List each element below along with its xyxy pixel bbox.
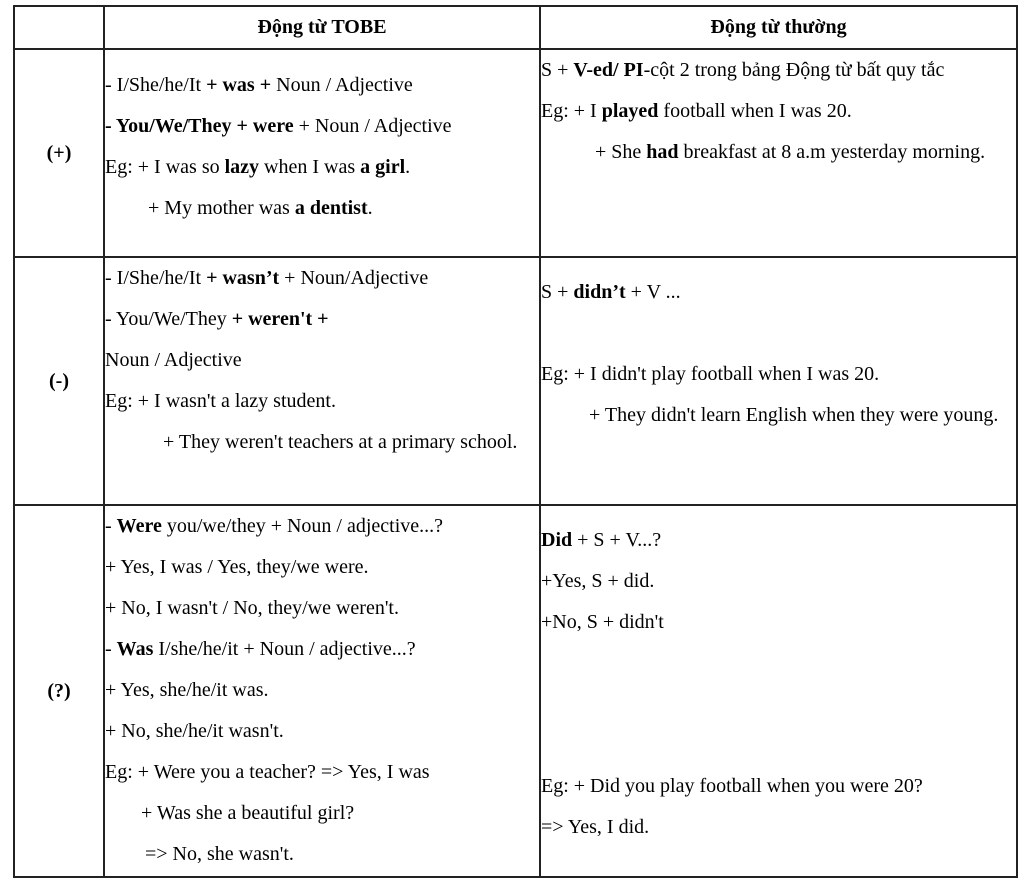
- text-line: + She had breakfast at 8 a.m yesterday morning.: [595, 141, 986, 163]
- text-line: + They weren't teachers at a primary school.: [163, 431, 518, 453]
- text-line: Eg: + I wasn't a lazy student.: [105, 390, 336, 412]
- text-line: + No, I wasn't / No, they/we weren't.: [105, 597, 399, 619]
- text-line: +Yes, S + did.: [541, 570, 655, 592]
- text-line: S + V-ed/ PI-cột 2 trong bảng Động từ bất quy tắc: [541, 59, 945, 81]
- text-line: +No, S + didn't: [541, 611, 664, 633]
- text-line: Did + S + V...?: [541, 529, 662, 551]
- cell-question-tobe: [104, 505, 540, 877]
- text-line: S + didn’t + V ...: [541, 281, 681, 303]
- text-line: - You/We/They + weren't +: [105, 308, 329, 330]
- row-label-negative: (-): [14, 257, 104, 505]
- text-line: Eg: + I was so lazy when I was a girl.: [105, 156, 411, 178]
- text-line: => Yes, I did.: [541, 816, 650, 838]
- text-line: Eg: + I didn't play football when I was 20.: [541, 363, 880, 385]
- row-label-question: (?): [14, 505, 104, 877]
- text-line: - You/We/They + were + Noun / Adjective: [105, 115, 452, 137]
- text-line: + My mother was a dentist.: [148, 197, 373, 219]
- grammar-table: [13, 5, 1018, 878]
- header-tobe: Động từ TOBE: [104, 6, 540, 49]
- header-empty-cell: [14, 6, 104, 49]
- text-line: + They didn't learn English when they were young.: [589, 404, 999, 426]
- text-line: - I/She/he/It + was + Noun / Adjective: [105, 74, 413, 96]
- text-line: Noun / Adjective: [105, 349, 242, 371]
- cell-question-regular: [540, 505, 1017, 877]
- header-regular-verb: Động từ thường: [540, 6, 1017, 49]
- row-question: [14, 505, 1017, 877]
- text-line: - Were you/we/they + Noun / adjective...?: [105, 515, 444, 537]
- text-line: + Was she a beautiful girl?: [141, 802, 355, 824]
- row-label-positive: (+): [14, 49, 104, 257]
- text-line: + Yes, I was / Yes, they/we were.: [105, 556, 369, 578]
- text-line: Eg: + Were you a teacher? => Yes, I was: [105, 761, 430, 783]
- row-negative: [14, 257, 1017, 505]
- header-row: [14, 6, 1017, 49]
- text-line: + No, she/he/it wasn't.: [105, 720, 284, 742]
- text-line: => No, she wasn't.: [145, 843, 294, 865]
- text-line: + Yes, she/he/it was.: [105, 679, 269, 701]
- text-line: - Was I/she/he/it + Noun / adjective...?: [105, 638, 416, 660]
- text-line: Eg: + I played football when I was 20.: [541, 100, 852, 122]
- text-line: Eg: + Did you play football when you were 20?: [541, 775, 923, 797]
- cell-positive-regular: [540, 49, 1017, 257]
- cell-negative-tobe: [104, 257, 540, 505]
- text-line: - I/She/he/It + wasn’t + Noun/Adjective: [105, 267, 429, 289]
- cell-positive-tobe: [104, 49, 540, 257]
- cell-negative-regular: [540, 257, 1017, 505]
- row-positive: [14, 49, 1017, 257]
